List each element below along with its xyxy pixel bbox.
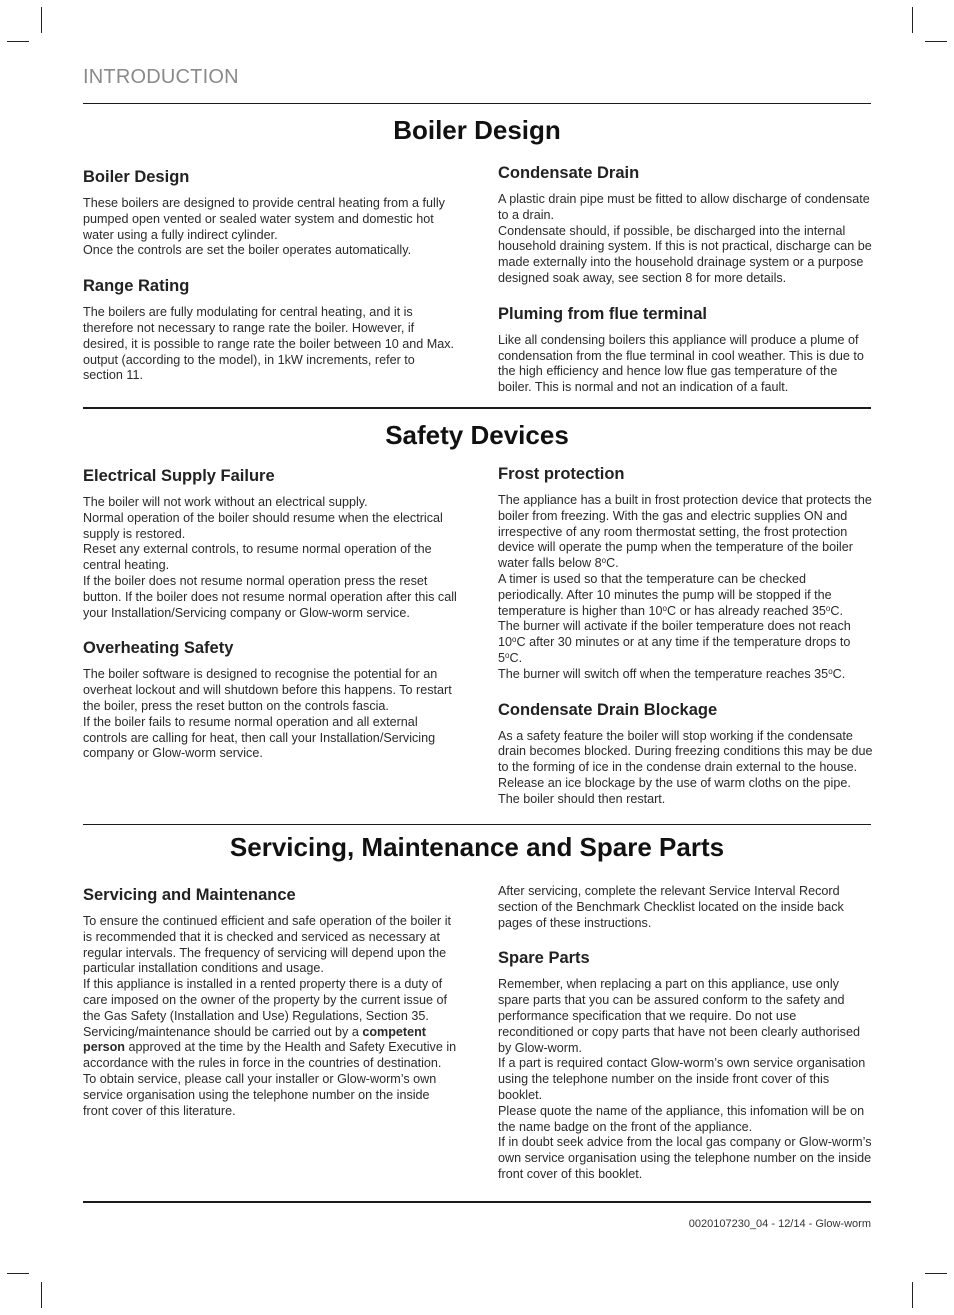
paragraph: If in doubt seek advice from the local gas company or Glow-worm’s own service organisation using the telephone number on the inside front cover of this booklet. xyxy=(498,1135,872,1181)
paragraph: The boiler software is designed to recognise the potential for an overheat lockout and will shutdown before this happens. To restart the boiler, press the reset button on the controls fascia. xyxy=(83,667,452,713)
heading-spare-parts: Spare Parts xyxy=(498,949,590,968)
heading-servicing-maintenance: Servicing and Maintenance xyxy=(83,886,296,904)
servicing-right-column xyxy=(498,884,873,1183)
crop-mark xyxy=(7,1273,29,1274)
paragraph: Condensate should, if possible, be discharged into the internal household draining system. If this is not practical, discharge can be made externally into the household drainage system or a purpose designed soak away, see section 8 for more details. xyxy=(498,223,872,285)
chapter-header: INTRODUCTION xyxy=(83,66,239,88)
paragraph: Normal operation of the boiler should resume when the electrical supply is restored. xyxy=(83,510,443,541)
safety-left-column xyxy=(83,466,458,762)
divider xyxy=(83,407,871,409)
paragraph: To ensure the continued efficient and safe operation of the boiler it is recommended that it is checked and serviced as necessary at regular intervals. The frequency of servicing will depend upon the particular installation conditions and usage. xyxy=(83,914,452,976)
heading-condensate-drain-blockage: Condensate Drain Blockage xyxy=(498,700,718,719)
paragraph: The boiler will not work without an electrical supply. xyxy=(83,495,368,509)
section-title-safety-devices: Safety Devices xyxy=(385,420,569,450)
section-title-servicing: Servicing, Maintenance and Spare Parts xyxy=(229,832,725,862)
crop-mark xyxy=(7,41,29,42)
heading-overheating-safety: Overheating Safety xyxy=(83,639,234,658)
paragraph: As a safety feature the boiler will stop working if the condensate drain becomes blocked. During freezing conditions this may be due to the forming of ice in the condense drain external to the house. Release an ice blockage by the use of warm cloths on the pipe. The boiler should then restart. xyxy=(498,728,873,806)
paragraph: If the boiler does not resume normal operation press the reset button. If the boiler does not resume normal operation after this call your Installation/Servicing company or Glow-worm service. xyxy=(83,573,457,620)
safety-right-column xyxy=(498,464,873,808)
paragraph: After servicing, complete the relevant Service Interval Record section of the Benchmark Checklist located on the inside back pages of these instructions. xyxy=(498,884,844,930)
crop-mark xyxy=(912,1282,913,1308)
servicing-left-column xyxy=(83,885,458,1119)
paragraph: Reset any external controls, to resume normal operation of the central heating. xyxy=(83,542,432,573)
paragraph: Servicing/maintenance should be carried out by a competent person approved at the time by the Health and Safety Executive in accordance with the rules in force in the countries of destination. xyxy=(83,1024,457,1071)
section-title-boiler-design: Boiler Design xyxy=(393,115,561,145)
paragraph: If this appliance is installed in a rented property there is a duty of care imposed on the owner of the property by the current issue of the Gas Safety (Installation and Use) Regulations, Section 35. xyxy=(83,977,448,1023)
crop-mark xyxy=(41,1282,42,1308)
paragraph: The boilers are fully modulating for central heating, and it is therefore not necessary to range rate the boiler. However, if desired, it is possible to range rate the boiler between 10 and Max. output (according to the model), in 1kW increments, refer to section 11. xyxy=(83,305,455,383)
paragraph: A timer is used so that the temperature can be checked periodically. After 10 minutes the pump will be stopped if the temperature is higher than 10$^o$C or has already reached 35$^o$C. xyxy=(498,571,843,618)
paragraph: Like all condensing boilers this appliance will produce a plume of condensation from the flue terminal in cool weather. This is due to the high efficiency and hence low flue gas temperature of the boiler. This is normal and not an indication of a fault. xyxy=(498,332,864,395)
footer-reference: 0020107230_04 - 12/14 - Glow-worm xyxy=(688,1218,871,1230)
paragraph: The burner will switch off when the temperature reaches 35$^o$C. xyxy=(498,666,846,681)
paragraph: Please quote the name of the appliance, this infomation will be on the name badge on the front of the appliance. xyxy=(498,1103,865,1134)
paragraph: A plastic drain pipe must be fitted to allow discharge of condensate to a drain. xyxy=(498,192,870,222)
crop-mark xyxy=(912,7,913,33)
boiler-design-left-column xyxy=(83,167,458,384)
heading-electrical-supply-failure: Electrical Supply Failure xyxy=(83,467,275,485)
paragraph: If a part is required contact Glow-worm’s own service organisation using the telephone number on the inside front cover of this booklet. xyxy=(498,1056,866,1102)
paragraph: Once the controls are set the boiler operates automatically. xyxy=(83,243,412,258)
heading-boiler-design: Boiler Design xyxy=(83,168,190,186)
crop-mark xyxy=(41,7,42,33)
divider xyxy=(83,824,871,825)
paragraph: These boilers are designed to provide central heating from a fully pumped open vented or sealed water system and domestic hot water using a fully indirect cylinder. xyxy=(83,196,445,242)
paragraph: Remember, when replacing a part on this appliance, use only spare parts that you can be assured conform to the safety and performance specification that we require. Do not use reconditioned or copy parts that have not been clearly authorised by Glow-worm. xyxy=(498,977,860,1055)
divider xyxy=(83,103,871,104)
heading-range-rating: Range Rating xyxy=(83,277,190,296)
heading-condensate-drain: Condensate Drain xyxy=(498,164,640,182)
heading-pluming: Pluming from flue terminal xyxy=(498,304,708,323)
paragraph: To obtain service, please call your installer or Glow-worm’s own service organisation using the telephone number on the inside front cover of this literature. xyxy=(83,1071,437,1118)
crop-mark xyxy=(925,1273,947,1274)
heading-frost-protection: Frost protection xyxy=(498,465,625,483)
crop-mark xyxy=(925,41,947,42)
divider xyxy=(83,1201,871,1203)
paragraph: The burner will activate if the boiler temperature does not reach 10$^o$C after 30 minutes or at any time if the temperature drops to 5$^o$C. xyxy=(498,619,851,665)
paragraph: The appliance has a built in frost protection device that protects the boiler from freezing. With the gas and electric supplies ON and irrespective of any room thermostat setting, the frost protection device will operate the pump when the temperature of the boiler water falls below 8$^o$C. xyxy=(498,493,872,571)
paragraph: If the boiler fails to resume normal operation and all external controls are calling for heat, then call your Installation/Servicing company or Glow-worm service. xyxy=(83,714,436,761)
boiler-design-right-column xyxy=(498,163,873,396)
